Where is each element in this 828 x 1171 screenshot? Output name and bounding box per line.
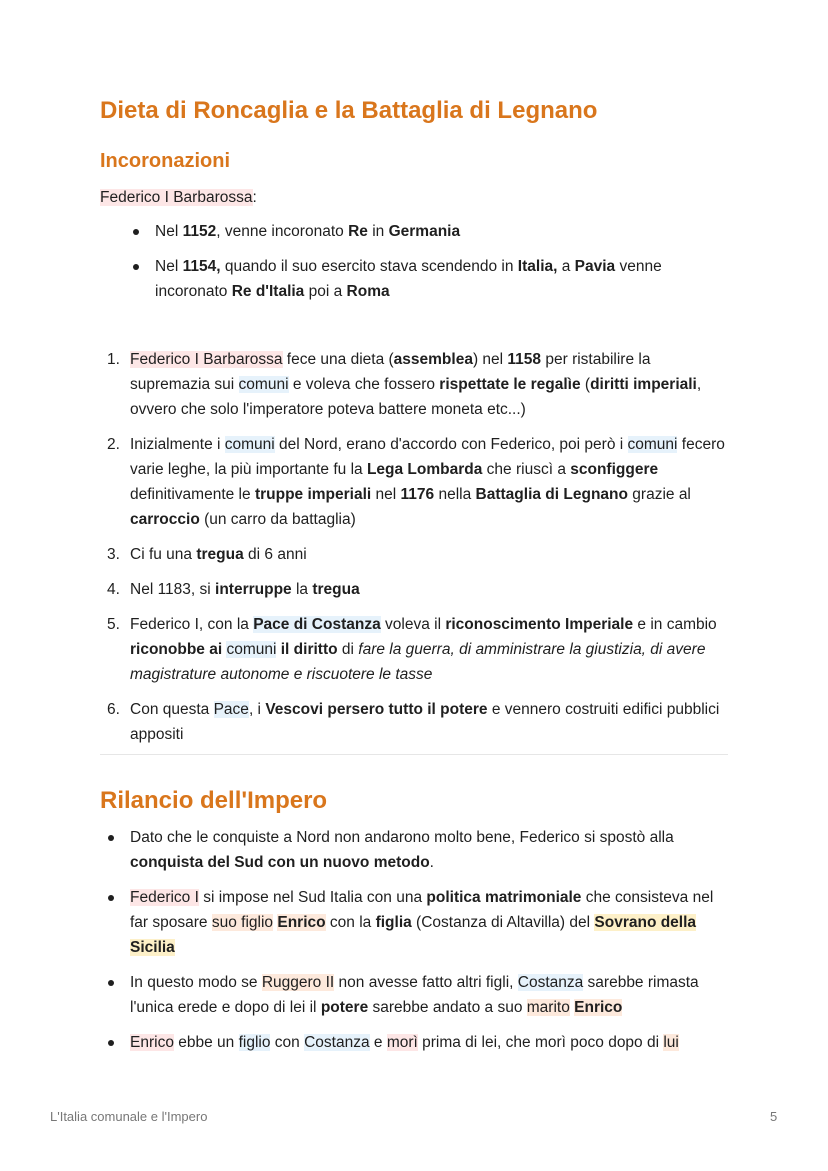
list-number: 2.	[107, 436, 120, 453]
events-list	[107, 347, 728, 757]
section-subtitle: Incoronazioni	[100, 150, 230, 172]
relaunch-list	[130, 825, 728, 1065]
list-item: Nel 1152, venne incoronato Re in Germania	[155, 219, 730, 244]
list-number: 5.	[107, 616, 120, 633]
section-divider	[100, 754, 728, 755]
list-item: 5. Federico I, con la Pace di Costanza voleva il riconoscimento Imperiale e in cambio riconobbe ai comuni il diritto di fare la guerra, di amministrare la giustizia, di avere magistrature autonome e riscuotere le tasse	[130, 612, 728, 687]
list-item: Dato che le conquiste a Nord non andarono molto bene, Federico si spostò alla conquista del Sud con un nuovo metodo.	[130, 825, 728, 875]
list-item: Federico I si impose nel Sud Italia con una politica matrimoniale che consisteva nel far sposare suo figlio Enrico con la figlia (Costanza di Altavilla) del Sovrano della Sicilia	[130, 885, 728, 960]
list-item: Enrico ebbe un figlio con Costanza e morì prima di lei, che morì poco dopo di lui	[130, 1030, 728, 1055]
page-title: Dieta di Roncaglia e la Battaglia di Legnano	[100, 97, 598, 124]
list-number: 3.	[107, 546, 120, 563]
coronation-list	[155, 219, 730, 314]
footer-title: L'Italia comunale e l'Impero	[50, 1109, 208, 1124]
page-number: 5	[770, 1109, 778, 1124]
list-number: 6.	[107, 701, 120, 718]
list-item: Nel 1154, quando il suo esercito stava scendendo in Italia, a Pavia venne incoronato Re d'Italia poi a Roma	[155, 254, 730, 304]
section-title: Rilancio dell'Impero	[100, 787, 328, 814]
list-item: In questo modo se Ruggero II non avesse fatto altri figli, Costanza sarebbe rimasta l'unica erede e dopo di lei il potere sarebbe andato a suo marito Enrico	[130, 970, 728, 1020]
list-item: 4. Nel 1183, si interruppe la tregua	[130, 577, 728, 602]
intro-line: Federico I Barbarossa:	[100, 189, 257, 206]
list-item: 6. Con questa Pace, i Vescovi persero tutto il potere e vennero costruiti edifici pubblici appositi	[130, 697, 728, 747]
list-number: 4.	[107, 581, 120, 598]
list-item: 1. Federico I Barbarossa fece una dieta (assemblea) nel 1158 per ristabilire la supremazia sui comuni e voleva che fossero rispettate le regalìe (diritti imperiali, ovvero che solo l'imperatore poteva battere moneta etc...)	[130, 347, 728, 422]
highlight-federico: Federico I Barbarossa	[100, 189, 253, 206]
list-item: 2. Inizialmente i comuni del Nord, erano d'accordo con Federico, poi però i comuni fecero varie leghe, la più importante fu la Lega Lombarda che riuscì a sconfiggere definitivamente le truppe imperiali nel 1176 nella Battaglia di Legnano grazie al carroccio (un carro da battaglia)	[130, 432, 728, 532]
list-item: 3. Ci fu una tregua di 6 anni	[130, 542, 728, 567]
list-number: 1.	[107, 351, 120, 368]
